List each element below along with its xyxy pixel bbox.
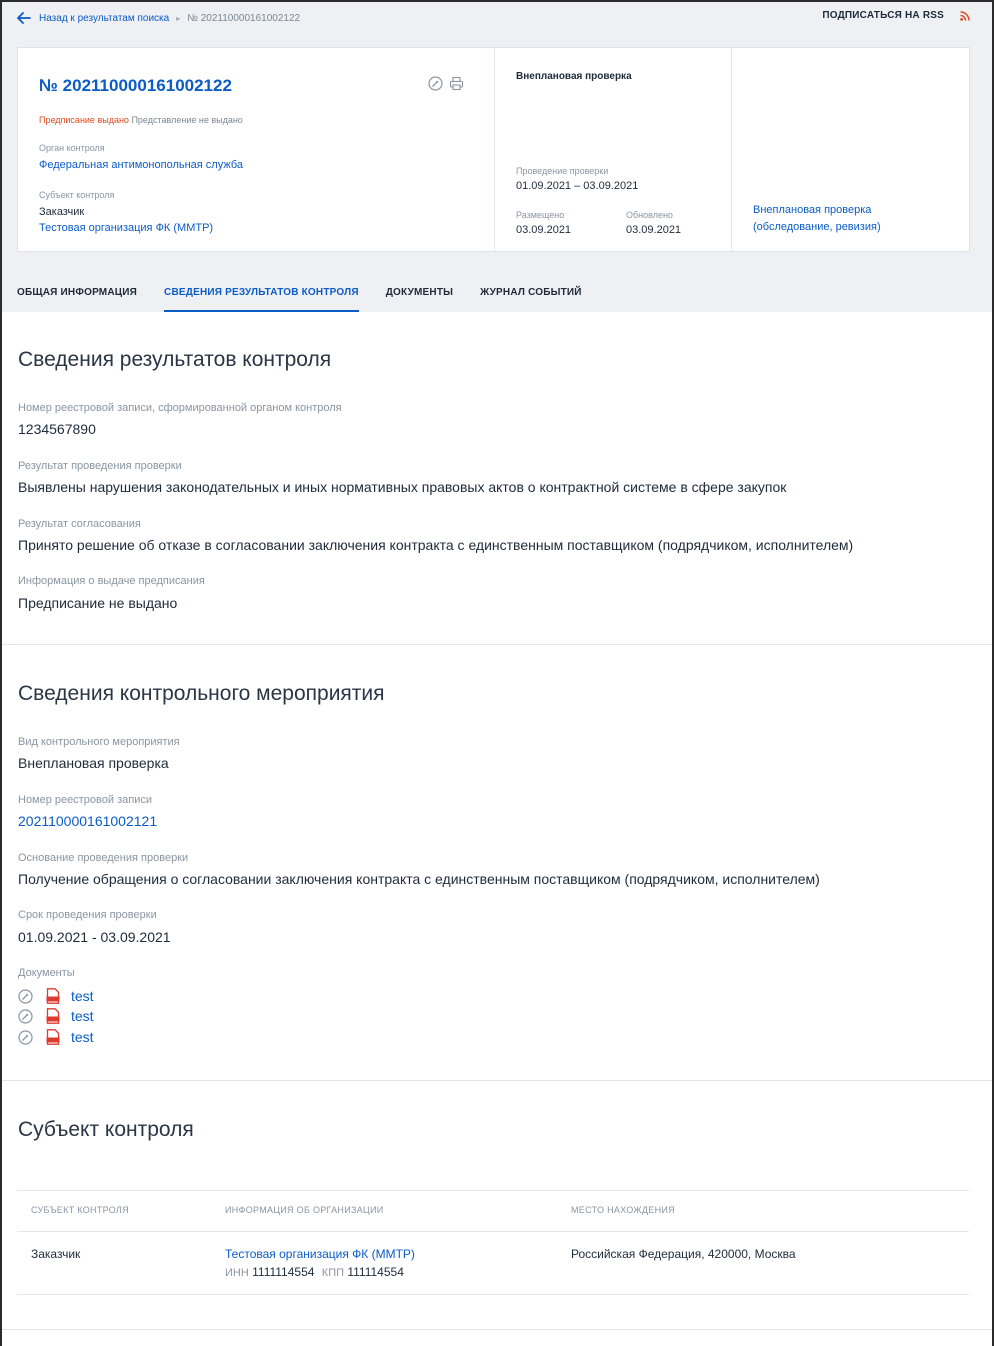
event-period-label: Срок проведения проверки — [18, 909, 157, 921]
section-divider — [2, 1329, 992, 1330]
rss-subscribe-button[interactable] — [822, 10, 970, 21]
period-label: Проведение проверки — [516, 166, 609, 176]
field-label: Номер реестровой записи, сформированной органом контроля — [18, 402, 342, 414]
placed-label: Размещено — [516, 210, 565, 220]
tab-event-log[interactable]: ЖУРНАЛ СОБЫТИЙ — [480, 287, 582, 298]
subject-role-cell: Заказчик — [31, 1247, 81, 1261]
pdf-file-icon — [46, 988, 60, 1004]
event-section-title: Сведения контрольного мероприятия — [18, 682, 385, 705]
signature-icon[interactable] — [18, 1030, 33, 1045]
column-header: СУБЪЕКТ КОНТРОЛЯ — [31, 1205, 129, 1215]
subject-location-cell: Российская Федерация, 420000, Москва — [571, 1247, 796, 1261]
kpp-label: КПП — [321, 1267, 345, 1279]
column-header: МЕСТО НАХОЖДЕНИЯ — [571, 1205, 675, 1215]
column-header: ИНФОРМАЦИЯ ОБ ОРГАНИЗАЦИИ — [225, 1205, 384, 1215]
signature-icon[interactable] — [18, 1009, 33, 1024]
updated-label: Обновлено — [626, 210, 673, 220]
event-docs-label: Документы — [18, 967, 75, 979]
back-to-results-link[interactable]: Назад к результатам поиска — [39, 12, 170, 24]
results-section-title: Сведения результатов контроля — [18, 348, 332, 371]
field-label: Информация о выдаче предписания — [18, 575, 205, 587]
field-value: Выявлены нарушения законодательных и иных нормативных правовых актов о контрактной системе в сфере закупок — [18, 479, 787, 495]
period-value: 01.09.2021 – 03.09.2021 — [516, 180, 639, 192]
subject-org-link[interactable]: Тестовая организация ФК (ММТР) — [225, 1247, 415, 1261]
table-header-border — [17, 1231, 969, 1232]
tab-documents[interactable]: ДОКУМЕНТЫ — [385, 287, 454, 298]
check-type: Внеплановая проверка — [516, 71, 632, 82]
field-value: Принято решение об отказе в согласовании заключения контракта с единственным поставщиком (подрядчиком, исполнителем) — [18, 537, 854, 553]
subject-role: Заказчик — [39, 206, 85, 218]
subject-section-title: Субъект контроля — [18, 1118, 194, 1141]
status-issued: Предписание выдано — [39, 115, 129, 125]
field-value: Предписание не выдано — [18, 595, 178, 611]
record-number: № 202110000161002122 — [39, 76, 232, 95]
record-main-column — [18, 48, 495, 251]
section-divider — [2, 1080, 992, 1081]
signature-icon[interactable] — [18, 989, 33, 1004]
subject-org-link[interactable]: Тестовая организация ФК (ММТР) — [39, 222, 214, 234]
record-actions — [428, 76, 464, 91]
rss-label: ПОДПИСАТЬСЯ НА RSS — [822, 10, 944, 21]
organ-label: Орган контроля — [39, 143, 105, 153]
breadcrumb-separator-icon: ▸ — [176, 13, 181, 23]
record-dates-column — [495, 48, 732, 251]
record-status — [39, 115, 243, 125]
kpp-value: 111114554 — [347, 1265, 404, 1279]
event-type-label: Вид контрольного мероприятия — [18, 736, 180, 748]
table-top-border — [17, 1190, 969, 1191]
pdf-file-icon — [46, 1008, 60, 1024]
check-type-link-line2[interactable]: (обследование, ревизия) — [753, 221, 881, 233]
section-divider — [2, 644, 992, 645]
record-card — [17, 47, 970, 252]
status-not-issued: Представление не выдано — [131, 115, 243, 125]
inn-label: ИНН — [225, 1267, 249, 1279]
event-basis-value: Получение обращения о согласовании заключения контракта с единственным поставщиком (подрядчиком, исполнителем) — [18, 871, 820, 887]
tab-bar — [17, 287, 609, 312]
tab-general-info[interactable]: ОБЩАЯ ИНФОРМАЦИЯ — [17, 287, 138, 298]
field-value: 1234567890 — [18, 421, 96, 437]
document-item — [18, 1028, 94, 1046]
document-link[interactable]: test — [71, 988, 94, 1004]
subject-org-codes — [225, 1265, 404, 1279]
check-type-link-line1[interactable]: Внеплановая проверка — [753, 204, 872, 216]
print-icon[interactable] — [449, 76, 464, 91]
field-label: Результат проведения проверки — [18, 460, 182, 472]
document-link[interactable]: test — [71, 1008, 94, 1024]
event-reg-label: Номер реестровой записи — [18, 794, 152, 806]
document-item — [18, 987, 94, 1005]
header-area — [2, 2, 992, 312]
inn-value: 1111114554 — [252, 1265, 315, 1279]
event-basis-label: Основание проведения проверки — [18, 852, 189, 864]
rss-icon — [960, 11, 970, 21]
record-type-column — [732, 48, 969, 251]
event-reg-link[interactable]: 202110000161002121 — [18, 813, 158, 829]
back-arrow-icon[interactable] — [17, 12, 31, 24]
field-label: Результат согласования — [18, 518, 141, 530]
document-link[interactable]: test — [71, 1029, 94, 1045]
signature-icon[interactable] — [428, 76, 443, 91]
event-type-value: Внеплановая проверка — [18, 755, 169, 771]
document-item — [18, 1007, 94, 1025]
pdf-file-icon — [46, 1029, 60, 1045]
updated-value: 03.09.2021 — [626, 224, 682, 236]
subject-label: Субъект контроля — [39, 190, 115, 200]
breadcrumb-current: № 202110000161002122 — [187, 12, 301, 24]
table-bottom-border — [17, 1294, 969, 1295]
event-period-value: 01.09.2021 - 03.09.2021 — [18, 929, 171, 945]
breadcrumb — [17, 10, 300, 26]
placed-value: 03.09.2021 — [516, 224, 572, 236]
organ-link[interactable]: Федеральная антимонопольная служба — [39, 159, 243, 171]
tab-control-results[interactable]: СВЕДЕНИЯ РЕЗУЛЬТАТОВ КОНТРОЛЯ — [164, 287, 359, 312]
